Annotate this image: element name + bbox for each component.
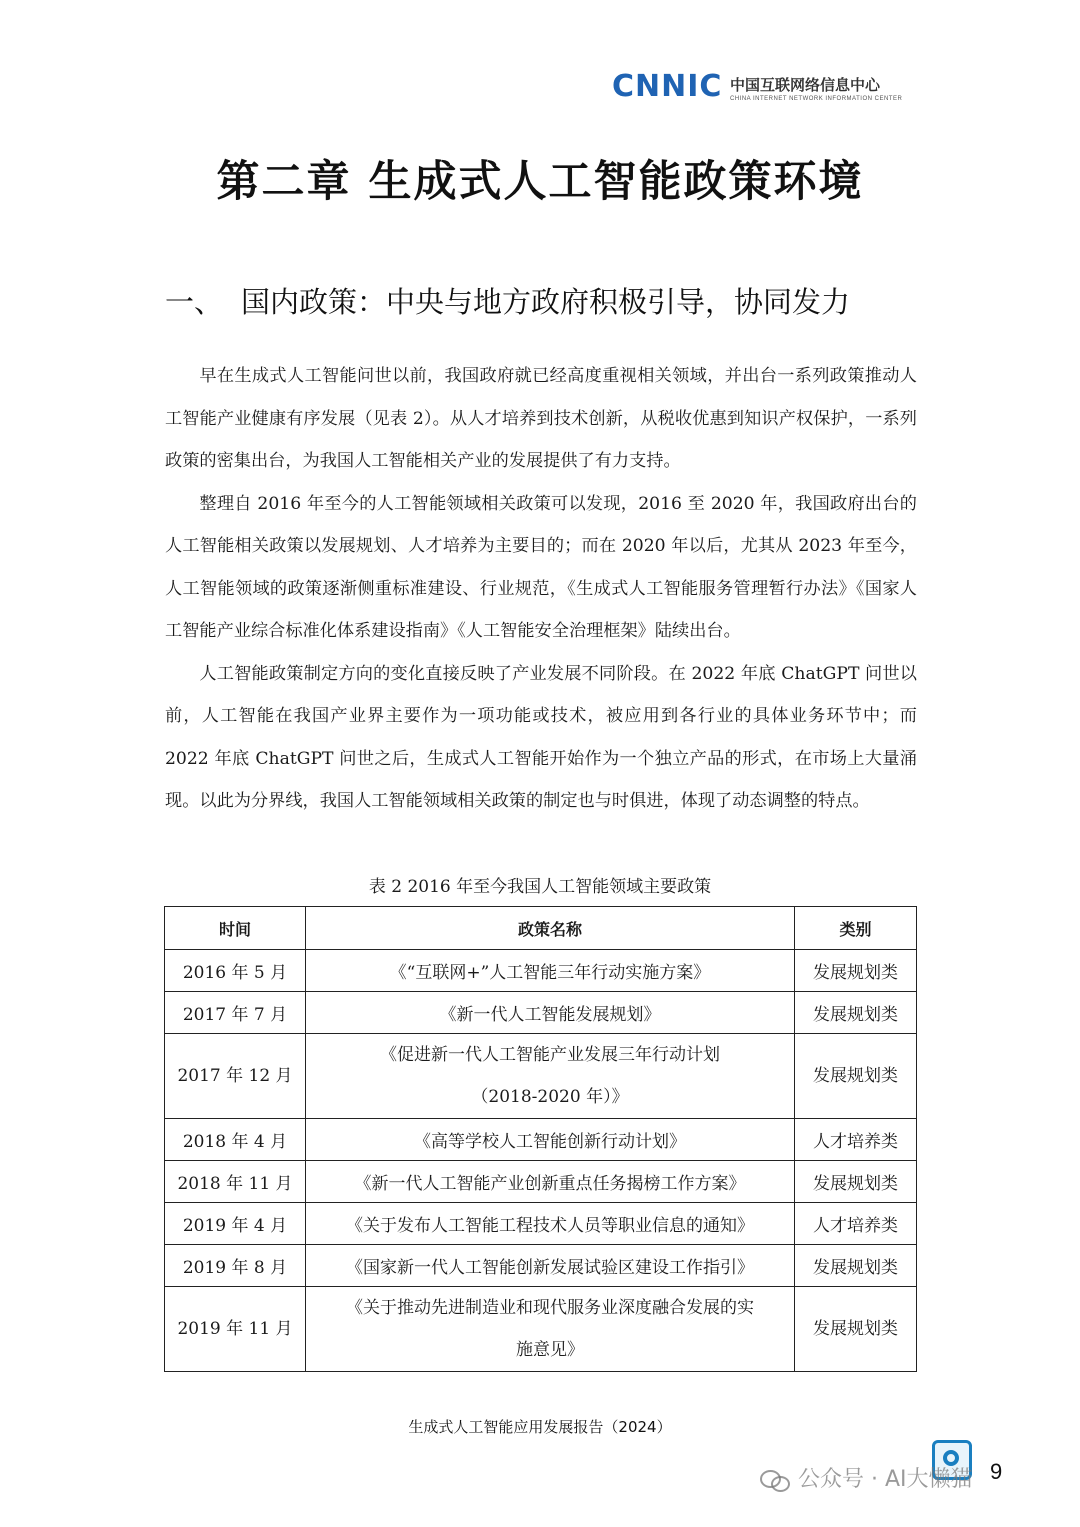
cell-time: 2017 年 7 月 <box>165 992 306 1034</box>
cell-category: 发展规划类 <box>795 1287 917 1372</box>
table-row <box>165 1161 917 1203</box>
cell-category: 人才培养类 <box>795 1119 917 1161</box>
page-number: 9 <box>990 1459 1003 1484</box>
policy-name-line: （2018-2020 年）》 <box>471 1087 629 1107</box>
cell-policy-name: 《国家新一代人工智能创新发展试验区建设工作指引》 <box>306 1245 795 1287</box>
table-row <box>165 950 917 992</box>
cell-category: 发展规划类 <box>795 1161 917 1203</box>
cell-category: 发展规划类 <box>795 1034 917 1119</box>
cell-time: 2018 年 4 月 <box>165 1119 306 1161</box>
org-name-cn: 中国互联网络信息中心 <box>730 76 881 94</box>
policy-name-line: 《促进新一代人工智能产业发展三年行动计划 <box>380 1045 720 1065</box>
cell-policy-name: 《关于发布人工智能工程技术人员等职业信息的通知》 <box>306 1203 795 1245</box>
report-footer-title: 生成式人工智能应用发展报告（2024） <box>408 1418 672 1436</box>
watermark-text: 公众号 · AI大懒猫 <box>798 1467 973 1492</box>
table-row <box>165 1119 917 1161</box>
section-number: 一、 <box>165 285 224 319</box>
cell-time: 2017 年 12 月 <box>165 1034 306 1119</box>
cell-policy-name: 《“互联网+”人工智能三年行动实施方案》 <box>306 950 795 992</box>
paragraph: 早在生成式人工智能问世以前，我国政府就已经高度重视相关领域，并出台一系列政策推动人工智能产业健康有序发展（见表 2）。从人才培养到技术创新，从税收优惠到知识产权保护，一系列政策的密集出台，为我国人工智能相关产业的发展提供了有力支持。 <box>165 366 917 471</box>
paragraph: 人工智能政策制定方向的变化直接反映了产业发展不同阶段。在 2022 年底 ChatGPT 问世以前，人工智能在我国产业界主要作为一项功能或技术，被应用到各行业的具体业务环节中；而 2022 年底 ChatGPT 问世之后，生成式人工智能开始作为一个独立产品的形式，在市场上大量涌现。以此为分界线，我国人工智能领域相关政策的制定也与时俱进，体现了动态调整的特点。 <box>165 663 917 811</box>
section-heading <box>165 280 925 321</box>
cell-time: 2019 年 4 月 <box>165 1203 306 1245</box>
policy-name-line: 施意见》 <box>516 1340 584 1360</box>
table-row <box>165 1287 917 1372</box>
table-caption: 表 2 2016 年至今我国人工智能领域主要政策 <box>368 877 712 897</box>
body-paragraphs <box>165 355 917 823</box>
cell-time: 2019 年 11 月 <box>165 1287 306 1372</box>
column-header-category: 类别 <box>795 907 917 950</box>
table-row <box>165 1034 917 1119</box>
cell-category: 发展规划类 <box>795 1245 917 1287</box>
table-row <box>165 1203 917 1245</box>
column-header-name: 政策名称 <box>306 907 795 950</box>
cell-policy-name: 《新一代人工智能发展规划》 <box>306 992 795 1034</box>
wechat-icon <box>760 1468 790 1492</box>
chapter-title: 第二章 生成式人工智能政策环境 <box>216 157 864 207</box>
paragraph: 整理自 2016 年至今的人工智能领域相关政策可以发现，2016 至 2020 年，我国政府出台的人工智能相关政策以发展规划、人才培养为主要目的；而在 2020 年以后，尤其从 2023 年至今，人工智能领域的政策逐渐侧重标准建设、行业规范，《生成式人工智能服务管理暂行办法》《国家人工智能产业综合标准化体系建设指南》《人工智能安全治理框架》陆续出台。 <box>165 493 917 641</box>
cnnic-logo <box>612 68 932 112</box>
table-row <box>165 1245 917 1287</box>
cell-time: 2018 年 11 月 <box>165 1161 306 1203</box>
cell-time: 2019 年 8 月 <box>165 1245 306 1287</box>
cell-category: 发展规划类 <box>795 950 917 992</box>
cell-policy-name: 《新一代人工智能产业创新重点任务揭榜工作方案》 <box>306 1161 795 1203</box>
cell-category: 人才培养类 <box>795 1203 917 1245</box>
org-name-en: CHINA INTERNET NETWORK INFORMATION CENTER <box>730 96 903 102</box>
watermark <box>760 1462 973 1493</box>
logo-mark: CNNIC <box>612 69 723 104</box>
policy-name-line: 《关于推动先进制造业和现代服务业深度融合发展的实 <box>346 1298 754 1318</box>
policy-table <box>164 906 917 1372</box>
column-header-time: 时间 <box>165 907 306 950</box>
cell-policy-name <box>306 1034 795 1119</box>
table-header-row <box>165 907 917 950</box>
cell-category: 发展规划类 <box>795 992 917 1034</box>
table-row <box>165 992 917 1034</box>
section-title-text: 国内政策：中央与地方政府积极引导，协同发力 <box>241 285 851 319</box>
cell-policy-name <box>306 1287 795 1372</box>
cell-time: 2016 年 5 月 <box>165 950 306 992</box>
cell-policy-name: 《高等学校人工智能创新行动计划》 <box>306 1119 795 1161</box>
